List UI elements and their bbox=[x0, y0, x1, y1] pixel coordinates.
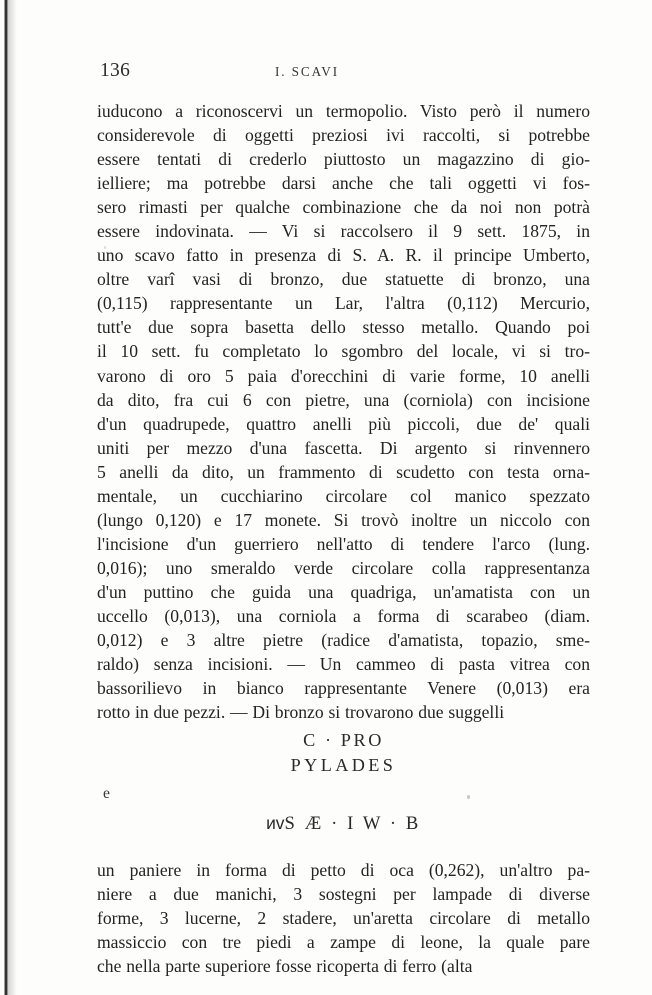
text-line: rotto in due pezzi. — Di bronzo si trovarono due suggelli bbox=[97, 702, 505, 723]
text-line: mentale, un cucchiarino circolare col manico spezzato bbox=[97, 485, 590, 506]
text-line: niere a due manichi, 3 sostegni per lampade di diverse bbox=[97, 884, 590, 905]
body-paragraph-second bbox=[97, 858, 590, 978]
inscription-block bbox=[97, 728, 590, 836]
text-line: d'un quadrupede, quattro anelli più piccoli, due de' quali bbox=[97, 413, 590, 434]
text-line: uccello (0,013), una corniola a forma di scarabeo (diam. bbox=[97, 605, 590, 626]
text-line: forme, 3 lucerne, 2 stadere, un'aretta circolare di metallo bbox=[97, 908, 590, 929]
scan-gutter-gradient bbox=[8, 0, 17, 995]
text-line: 0,016); uno smeraldo verde circolare colla rappresentanza bbox=[97, 557, 590, 578]
scan-speck bbox=[104, 246, 106, 249]
text-line: essere tentati di crederlo piuttosto un magazzino di gio- bbox=[97, 149, 590, 170]
text-line: uniti per mezzo d'una fascetta. Di argento si rinvennero bbox=[97, 437, 590, 458]
text-line: bassorilievo in bianco rappresentante Venere (0,013) era bbox=[97, 678, 590, 699]
running-head bbox=[97, 60, 589, 84]
text-line: d'un puttino che guida una quadriga, un'amatista con un bbox=[97, 581, 590, 602]
inscription-line-1: C · PRO bbox=[303, 730, 384, 750]
text-line: (lungo 0,120) e 17 monete. Si trovò inoltre un niccolo con bbox=[97, 509, 590, 530]
text-line: sero rimasti per qualche combinazione che da noi non potrà bbox=[97, 197, 590, 218]
text-line: l'incisione d'un guerriero nell'atto di tendere l'arco (lung. bbox=[97, 533, 590, 554]
text-line: oltre varî vasi di bronzo, due statuette di bronzo, una bbox=[97, 269, 590, 290]
inscription-line-2: PYLADES bbox=[290, 755, 397, 775]
text-line: che nella parte superiore fosse ricoperta di ferro (alta bbox=[97, 956, 473, 977]
text-line: considerevole di oggetti preziosi ivi raccolti, si potrebbe bbox=[97, 125, 590, 146]
page-number: 136 bbox=[100, 60, 131, 81]
text-line: tutt'e due sopra basetta dello stesso metallo. Quando poi bbox=[97, 317, 590, 338]
text-line: raldo) senza incisioni. — Un cammeo di pasta vitrea con bbox=[97, 654, 590, 675]
running-head-title: I. SCAVI bbox=[274, 64, 340, 79]
text-line: massiccio con tre piedi a zampe di leone, la quale pare bbox=[97, 932, 590, 953]
inscription-retrograde-glyphs: ᴎᴠ bbox=[266, 813, 285, 833]
text-line: 5 anelli da dito, un frammento di scudetto con testa orna- bbox=[97, 461, 590, 482]
text-line: da dito, fra cui 6 con pietre, una (corniola) con incisione bbox=[97, 389, 590, 410]
inscription-line-3 bbox=[97, 811, 590, 836]
text-line: uno scavo fatto in presenza di S. A. R. il principe Umberto, bbox=[97, 245, 590, 266]
text-line: 0,012) e 3 altre pietre (radice d'amatista, topazio, sme- bbox=[97, 630, 590, 651]
text-line: (0,115) rappresentante un Lar, l'altra (0,112) Mercurio, bbox=[97, 293, 590, 314]
marginal-conjunction: e bbox=[103, 785, 110, 802]
scan-speck bbox=[467, 795, 470, 799]
body-paragraph-first bbox=[97, 99, 590, 724]
text-line: iuducono a riconoscervi un termopolio. Visto però il numero bbox=[97, 101, 590, 121]
text-line: varono di oro 5 paia d'orecchini di varie forme, 10 anelli bbox=[97, 365, 590, 386]
text-line: essere indovinata. — Vi si raccolsero il 9 sett. 1875, in bbox=[97, 221, 590, 242]
inscription-line-3-rest: S Æ · I W · B bbox=[284, 813, 421, 834]
text-line: ielliere; ma potrebbe darsi anche che tali oggetti vi fos- bbox=[97, 173, 590, 194]
text-line: un paniere in forma di petto di oca (0,262), un'altro pa- bbox=[97, 860, 590, 880]
text-line: il 10 sett. fu completato lo sgombro del locale, vi si tro- bbox=[97, 341, 590, 362]
